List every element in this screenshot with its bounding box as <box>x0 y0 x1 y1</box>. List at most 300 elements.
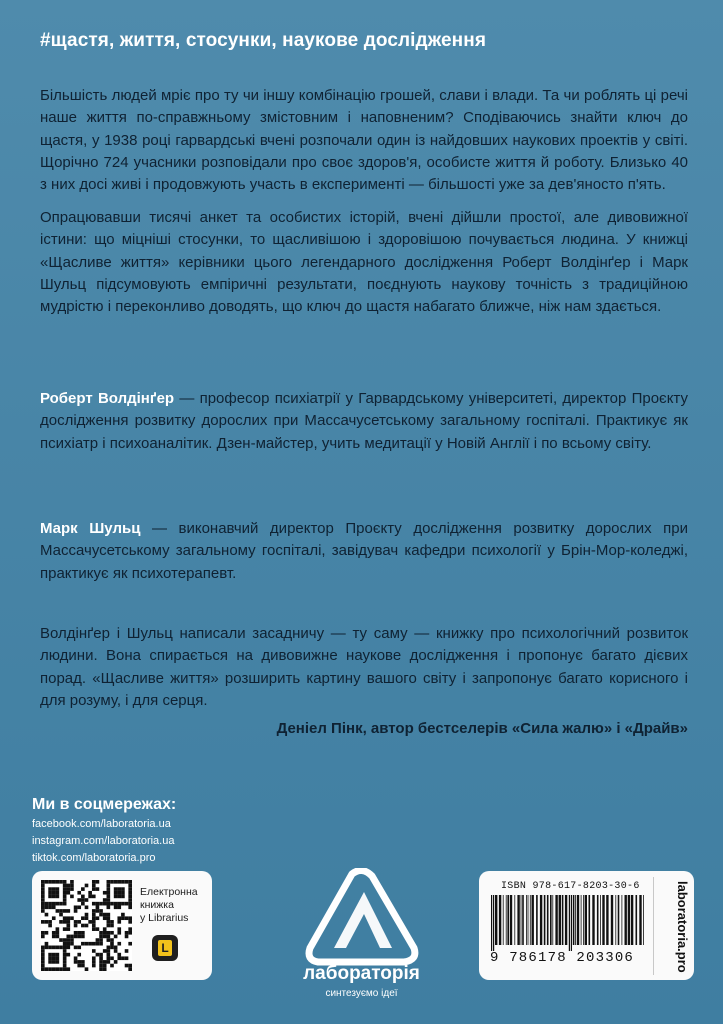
qr-module <box>81 935 85 939</box>
qr-module <box>114 905 118 909</box>
barcode-bar <box>552 895 553 945</box>
qr-module <box>77 891 81 895</box>
qr-module <box>59 920 63 924</box>
social-links <box>32 816 174 867</box>
qr-module <box>117 887 121 891</box>
qr-module <box>63 956 67 960</box>
qr-module <box>117 916 121 920</box>
qr-module <box>66 924 70 928</box>
qr-module <box>110 880 114 884</box>
barcode-bar <box>585 895 587 945</box>
qr-module <box>59 909 63 913</box>
qr-module <box>63 902 67 906</box>
qr-module <box>128 927 132 931</box>
qr-module <box>74 931 78 935</box>
qr-module <box>121 895 125 899</box>
barcode-bar <box>506 895 507 945</box>
qr-module <box>107 931 111 935</box>
qr-module <box>74 924 78 928</box>
qr-module <box>121 887 125 891</box>
qr-module <box>52 902 56 906</box>
qr-module <box>45 905 49 909</box>
intro-paragraph: Більшість людей мріє про ту чи іншу комбінацію грошей, слави і влади. Та чи роблять ці речі наше життя по-справжньому змістовним і наповненим? Сподіваючись знайти ключ до щастя, у 1938 році гарвардські вчені розпочали один із найдовших наукових проектів у світі. Щорічно 724 учасники розповідали про своє здоров'я, особисте життя й роботу. Близько 40 з них досі живі і продовжують участь в експерименті — більшості уже за дев'яносто п'ять. <box>40 87 688 194</box>
qr-module <box>52 905 56 909</box>
publisher-name: лабораторія <box>303 963 420 984</box>
barcode-bar <box>503 895 504 945</box>
qr-module <box>114 891 118 895</box>
qr-module <box>110 931 114 935</box>
qr-module <box>114 949 118 953</box>
qr-module <box>114 902 118 906</box>
qr-module <box>63 942 67 946</box>
barcode-bar <box>577 895 579 945</box>
qr-module <box>77 935 81 939</box>
qr-module <box>66 916 70 920</box>
qr-module <box>92 902 96 906</box>
qr-module <box>121 956 125 960</box>
qr-module <box>56 953 60 957</box>
barcode-bar <box>573 895 575 945</box>
barcode-bar <box>628 895 630 945</box>
barcode-bar <box>544 895 546 945</box>
qr-module <box>128 942 132 946</box>
qr-module <box>56 927 60 931</box>
qr-module <box>52 891 56 895</box>
barcode-bar <box>550 895 552 945</box>
qr-module <box>117 927 121 931</box>
qr-module <box>107 884 111 888</box>
qr-module <box>74 909 78 913</box>
qr-module <box>121 891 125 895</box>
qr-module <box>41 887 45 891</box>
qr-module <box>52 946 56 950</box>
qr-module <box>70 916 74 920</box>
qr-module <box>41 898 45 902</box>
qr-module <box>63 898 67 902</box>
qr-module <box>63 920 67 924</box>
barcode-bar <box>514 895 515 945</box>
qr-module <box>56 891 60 895</box>
qr-module <box>59 880 63 884</box>
barcode-bar <box>581 895 582 945</box>
qr-module <box>63 909 67 913</box>
qr-module <box>107 905 111 909</box>
barcode-bar <box>618 895 620 945</box>
qr-module <box>99 956 103 960</box>
qr-module <box>128 895 132 899</box>
qr-module <box>92 909 96 913</box>
instagram-link[interactable]: instagram.com/laboratoria.ua <box>32 835 175 847</box>
qr-module <box>70 880 74 884</box>
barcode-guard-bar <box>491 895 492 951</box>
barcode-bar <box>517 895 519 945</box>
qr-module <box>121 916 125 920</box>
qr-module <box>114 935 118 939</box>
qr-module <box>128 891 132 895</box>
qr-module <box>125 880 129 884</box>
qr-module <box>110 942 114 946</box>
qr-module <box>45 880 49 884</box>
qr-module <box>99 935 103 939</box>
qr-module <box>117 880 121 884</box>
qr-module <box>81 931 85 935</box>
barcode-bar <box>521 895 522 945</box>
qr-module <box>74 905 78 909</box>
qr-module <box>85 913 89 917</box>
qr-module <box>41 902 45 906</box>
qr-module <box>41 956 45 960</box>
qr-module <box>63 895 67 899</box>
qr-module <box>52 895 56 899</box>
qr-module <box>41 949 45 953</box>
qr-module <box>63 946 67 950</box>
barcode-bar <box>611 895 613 945</box>
qr-module <box>96 953 100 957</box>
qr-module <box>96 909 100 913</box>
qr-module <box>63 949 67 953</box>
barcode-bar <box>615 895 616 945</box>
qr-module <box>41 895 45 899</box>
qr-module <box>48 905 52 909</box>
qr-module <box>125 902 129 906</box>
qr-module <box>59 902 63 906</box>
qr-module <box>63 938 67 942</box>
qr-module <box>103 902 107 906</box>
endorsement-author: Деніел Пінк, автор бестселерів «Сила жалю» і «Драйв» <box>276 720 688 737</box>
author-bio-text: — виконавчий директор Проєкту дослідження розвитку дорослих при Массачусетському загальному госпіталі, завідувач кафедри психології у Брін-Мор-коледжі, практикує як психотерапевт. <box>40 520 689 582</box>
qr-module <box>117 891 121 895</box>
qr-module <box>125 949 129 953</box>
qr-module <box>41 884 45 888</box>
barcode-bar <box>499 895 501 945</box>
qr-module <box>56 956 60 960</box>
qr-module <box>85 905 89 909</box>
qr-module <box>117 956 121 960</box>
qr-module <box>125 916 129 920</box>
ebook-label: Електронна книжка у Librarius <box>140 886 198 924</box>
qr-module <box>56 935 60 939</box>
qr-module <box>66 891 70 895</box>
qr-module <box>88 942 92 946</box>
qr-module <box>77 920 81 924</box>
qr-module <box>41 880 45 884</box>
qr-module <box>52 935 56 939</box>
barcode-guard-bar <box>571 895 572 951</box>
qr-module <box>96 887 100 891</box>
qr-module <box>103 916 107 920</box>
qr-module <box>81 898 85 902</box>
qr-module <box>85 924 89 928</box>
qr-module <box>56 880 60 884</box>
barcode-bar <box>636 895 638 945</box>
isbn-number: ISBN 978-617-8203-30-6 <box>501 881 640 892</box>
publisher-logo-icon <box>304 868 420 973</box>
qr-module <box>107 949 111 953</box>
qr-module <box>121 902 125 906</box>
qr-module <box>70 895 74 899</box>
qr-module <box>107 916 111 920</box>
qr-module <box>99 902 103 906</box>
qr-module <box>63 884 67 888</box>
qr-module <box>107 938 111 942</box>
barcode-guard-bar <box>493 895 494 951</box>
qr-module <box>66 946 70 950</box>
qr-module <box>41 953 45 957</box>
qr-module <box>125 935 129 939</box>
social-heading: Ми в соцмережах: <box>32 796 177 813</box>
qr-module <box>96 902 100 906</box>
librarius-app-icon: L <box>152 935 178 961</box>
qr-module <box>63 927 67 931</box>
qr-module <box>56 909 60 913</box>
qr-module <box>63 916 67 920</box>
author-bio-waldinger <box>40 388 688 455</box>
barcode-icon <box>489 895 649 951</box>
qr-module <box>70 942 74 946</box>
qr-module <box>74 935 78 939</box>
author-bio-text: — професор психіатрії у Гарвардському університеті, директор Проєкту дослідження розвитку дорослих при Массачусетському загальному госпіталі. Практикує як психіатр і психоаналітик. Дзен-майстер, учить медитації у Новій Англії і по всьому світу. <box>40 390 688 452</box>
qr-module <box>41 931 45 935</box>
qr-module <box>45 902 49 906</box>
qr-module <box>56 895 60 899</box>
qr-module <box>99 953 103 957</box>
qr-module <box>103 898 107 902</box>
publisher-site: laboratoria.pro <box>653 877 684 975</box>
qr-module <box>92 895 96 899</box>
qr-module <box>128 931 132 935</box>
qr-module <box>125 931 129 935</box>
author-name: Роберт Волдінґер <box>40 390 175 407</box>
qr-module <box>128 916 132 920</box>
barcode-bar <box>602 895 604 945</box>
author-name: Марк Шульц <box>40 520 141 537</box>
qr-module <box>128 898 132 902</box>
qr-module <box>114 887 118 891</box>
qr-module <box>103 913 107 917</box>
barcode-bar <box>532 895 534 945</box>
qr-module <box>99 913 103 917</box>
qr-module <box>110 946 114 950</box>
qr-module <box>70 938 74 942</box>
barcode-bar <box>639 895 641 945</box>
qr-module <box>56 931 60 935</box>
qr-module <box>74 946 78 950</box>
qr-module <box>41 891 45 895</box>
barcode-bar <box>510 895 512 945</box>
qr-module <box>114 895 118 899</box>
qr-module <box>48 953 52 957</box>
qr-module <box>121 880 125 884</box>
qr-module <box>128 905 132 909</box>
qr-module <box>70 884 74 888</box>
isbn-barcode-card <box>479 871 694 980</box>
qr-module <box>66 942 70 946</box>
qr-module <box>63 887 67 891</box>
qr-module <box>66 935 70 939</box>
qr-module <box>107 898 111 902</box>
qr-module <box>92 880 96 884</box>
qr-module <box>56 946 60 950</box>
qr-module <box>41 905 45 909</box>
qr-module <box>117 902 121 906</box>
barcode-bar <box>589 895 591 945</box>
qr-module <box>103 931 107 935</box>
qr-module <box>66 909 70 913</box>
barcode-bar <box>625 895 627 945</box>
qr-module <box>45 942 49 946</box>
barcode-bar <box>575 895 576 945</box>
qr-module <box>52 880 56 884</box>
qr-module <box>96 938 100 942</box>
qr-module <box>48 956 52 960</box>
qr-module <box>110 902 114 906</box>
qr-module <box>48 895 52 899</box>
barcode-bar <box>507 895 509 945</box>
qr-module <box>99 909 103 913</box>
qr-module <box>41 935 45 939</box>
qr-module <box>48 920 52 924</box>
qr-module <box>103 949 107 953</box>
barcode-bar <box>631 895 633 945</box>
qr-code-icon[interactable] <box>41 880 132 971</box>
barcode-bar <box>495 895 497 945</box>
ean-number: 9 786178 203306 <box>490 950 635 966</box>
qr-module <box>48 902 52 906</box>
qr-module <box>52 956 56 960</box>
qr-module <box>107 895 111 899</box>
qr-module <box>92 887 96 891</box>
qr-module <box>85 884 89 888</box>
qr-module <box>77 953 81 957</box>
findings-paragraph: Опрацювавши тисячі анкет та особистих історій, вчені дійшли простої, але дивовижної істини: що міцніші стосунки, то щасливішою і здоровішою почувається людина. У книжці «Щасливе життя» керівники цього легендарного дослідження Роберт Волдінґер і Марк Шульц підсумовують емпіричні результати, поєднують наукову точність з традиційною мудрістю і переконливо доводять, що ключ до щастя набагато ближче, ніж нам здається. <box>40 209 688 316</box>
author-bio-schulz <box>40 518 688 585</box>
barcode-bar <box>643 895 644 945</box>
tiktok-link[interactable]: tiktok.com/laboratoria.pro <box>32 852 156 864</box>
qr-module <box>103 891 107 895</box>
hashtag-tagline: #щастя, життя, стосунки, наукове дослідження <box>40 30 487 51</box>
qr-module <box>114 946 118 950</box>
qr-module <box>77 931 81 935</box>
qr-module <box>110 924 114 928</box>
barcode-bar <box>547 895 549 945</box>
qr-module <box>114 880 118 884</box>
qr-module <box>59 938 63 942</box>
qr-module <box>63 891 67 895</box>
qr-module <box>48 880 52 884</box>
qr-module <box>66 938 70 942</box>
qr-module <box>107 902 111 906</box>
qr-module <box>70 935 74 939</box>
qr-module <box>117 905 121 909</box>
qr-module <box>110 956 114 960</box>
endorsement-quote: Волдінґер і Шульц написали засадничу — ту саму — книжку про психологічний розвиток людини. Вона спирається на дивовижне наукове дослідження і пропонує багато дієвих порад. «Щасливе життя» розширить картину вашого світу і запропонує багато корисного і для розуму, і для серця. <box>40 625 688 709</box>
qr-module <box>103 935 107 939</box>
qr-module <box>74 920 78 924</box>
qr-module <box>52 953 56 957</box>
qr-module <box>99 938 103 942</box>
qr-module <box>92 942 96 946</box>
qr-module <box>56 887 60 891</box>
publisher-slogan: синтезуємо ідеї <box>325 988 398 999</box>
qr-module <box>128 920 132 924</box>
qr-module <box>92 916 96 920</box>
qr-module <box>107 956 111 960</box>
barcode-bar <box>526 895 527 945</box>
barcode-bar <box>536 895 538 945</box>
barcode-bar <box>583 895 584 945</box>
qr-module <box>63 880 67 884</box>
qr-module <box>63 953 67 957</box>
qr-module <box>110 938 114 942</box>
qr-module <box>107 887 111 891</box>
qr-module <box>59 913 63 917</box>
qr-module <box>117 920 121 924</box>
qr-module <box>103 927 107 931</box>
qr-module <box>48 891 52 895</box>
qr-module <box>117 942 121 946</box>
qr-module <box>88 920 92 924</box>
qr-module <box>85 916 89 920</box>
qr-module <box>128 880 132 884</box>
qr-module <box>66 953 70 957</box>
qr-module <box>48 924 52 928</box>
qr-module <box>107 953 111 957</box>
facebook-link[interactable]: facebook.com/laboratoria.ua <box>32 818 171 830</box>
qr-module <box>92 913 96 917</box>
qr-module <box>45 946 49 950</box>
qr-module <box>81 902 85 906</box>
qr-module <box>66 884 70 888</box>
qr-module <box>85 898 89 902</box>
qr-module <box>92 924 96 928</box>
qr-module <box>92 920 96 924</box>
qr-module <box>77 946 81 950</box>
qr-module <box>52 887 56 891</box>
qr-module <box>66 887 70 891</box>
qr-module <box>107 946 111 950</box>
qr-module <box>56 902 60 906</box>
barcode-bar <box>522 895 524 945</box>
qr-module <box>52 931 56 935</box>
barcode-bar <box>562 895 564 945</box>
qr-module <box>128 902 132 906</box>
qr-module <box>96 905 100 909</box>
qr-module <box>85 942 89 946</box>
qr-module <box>96 916 100 920</box>
qr-module <box>81 942 85 946</box>
qr-module <box>81 916 85 920</box>
qr-module <box>107 880 111 884</box>
qr-module <box>125 956 129 960</box>
barcode-bar <box>622 895 623 945</box>
qr-module <box>99 931 103 935</box>
qr-module <box>96 880 100 884</box>
barcode-bar <box>592 895 594 945</box>
qr-module <box>41 946 45 950</box>
barcode-bar <box>606 895 608 945</box>
qr-module <box>41 920 45 924</box>
qr-module <box>117 953 121 957</box>
qr-module <box>81 924 85 928</box>
qr-module <box>117 895 121 899</box>
barcode-bar <box>600 895 601 945</box>
barcode-bar <box>597 895 599 945</box>
qr-module <box>99 942 103 946</box>
qr-module <box>81 887 85 891</box>
qr-module <box>45 913 49 917</box>
qr-module <box>92 956 96 960</box>
qr-module <box>81 895 85 899</box>
